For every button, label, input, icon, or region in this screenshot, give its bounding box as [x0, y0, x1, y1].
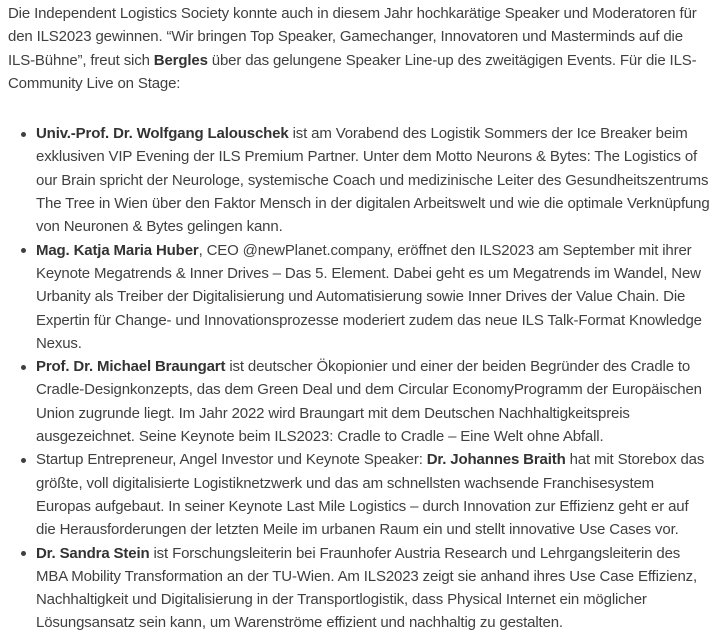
- intro-text-post: über das gelungene Speaker Line-up des zweitägigen Events. Für die ILS-Community Live on Stage:: [8, 51, 697, 92]
- speaker-bio: hat mit Storebox das größte, voll digitalisierte Logistiknetzwerk und das am schnellsten wachsende Franchisesystem Europas aufgebaut. In seiner Keynote Last Mile Logistics – durch Innovation zur Effizienz geht er auf die Herausforderungen der letzten Meile im urbanen Raum ein und stellt innovative Use Cases vor.: [36, 451, 705, 539]
- speaker-bio: ist deutscher Ökopionier und einer der beiden Begründer des Cradle to Cradle-Designkonzepts, das dem Green Deal und dem Circular EconomyProgramm der Europäischen Union zugrunde liegt. Im Jahr 2022 wird Braungart mit dem Deutschen Nachhaltigkeitspreis ausgezeichnet. Seine Keynote beim ILS2023: Cradle to Cradle – Eine Welt ohne Abfall.: [36, 358, 702, 446]
- speaker-bio: ist am Vorabend des Logistik Sommers der Ice Breaker beim exklusiven VIP Evening der ILS Premium Partner. Unter dem Motto Neurons & Bytes: The Logistics of our Brain spricht der Neurologe, systemische Coach und medizinische Leiter des Gesundheitszentrums The Tree in Wien über den Faktor Mensch in der digitalen Arbeitswelt und wie die optimale Verknüpfung von Neuronen & Bytes gelingen kann.: [36, 125, 710, 236]
- speaker-name: Dr. Johannes Braith: [426, 451, 566, 469]
- speaker-name: Dr. Sandra Stein: [36, 544, 150, 562]
- intro-bold-bergles: Bergles: [153, 51, 208, 69]
- speaker-item-stein: [8, 542, 712, 635]
- bullet-icon: [21, 458, 26, 463]
- speaker-bio: , CEO @newPlanet.company, eröffnet den ILS2023 am September mit ihrer Keynote Megatrends & Inner Drives – Das 5. Element. Dabei geht es um Megatrends im Wandel, New Urbanity als Treiber der Digitalisierung und Automatisierung sowie Inner Drives der Value Chain. Die Expertin für Change- und Innovationsprozesse moderiert zudem das neue ILS Talk-Format Knowledge Nexus.: [36, 241, 702, 352]
- bullet-icon: [21, 248, 26, 253]
- speaker-item-lalouschek: [8, 122, 712, 238]
- speaker-name: Prof. Dr. Michael Braungart: [36, 358, 226, 376]
- speaker-pre: Startup Entrepreneur, Angel Investor und Keynote Speaker:: [36, 451, 427, 469]
- speaker-bio: ist Forschungsleiterin bei Fraunhofer Austria Research und Lehrgangsleiterin des MBA Mobility Transformation an der TU-Wien. Am ILS2023 zeigt sie anhand ihres Use Case Effizienz, Nachhaltigkeit und Digitalisierung in der Transportlogistik, dass Physical Internet ein möglicher Lösungsansatz sein kann, um Warenströme effizient und nachhaltig zu gestalten.: [36, 544, 698, 632]
- speaker-name: Mag. Katja Maria Huber: [36, 241, 199, 259]
- speaker-item-braith: [8, 448, 712, 541]
- bullet-icon: [21, 551, 26, 556]
- intro-text-pre: Die Independent Logistics Society konnte auch in diesem Jahr hochkarätige Speaker und Moderatoren für den ILS2023 gewinnen. “Wir bringen Top Speaker, Gamechanger, Innovatoren und Masterminds auf die ILS-Bühne”, freut sich: [8, 5, 697, 69]
- intro-paragraph: [8, 2, 712, 95]
- speaker-item-braungart: [8, 355, 712, 448]
- speaker-name: Univ.-Prof. Dr. Wolfgang Lalouschek: [36, 125, 289, 143]
- bullet-icon: [21, 132, 26, 137]
- speaker-item-huber: [8, 239, 712, 355]
- bullet-icon: [21, 365, 26, 370]
- speaker-list: [8, 122, 712, 635]
